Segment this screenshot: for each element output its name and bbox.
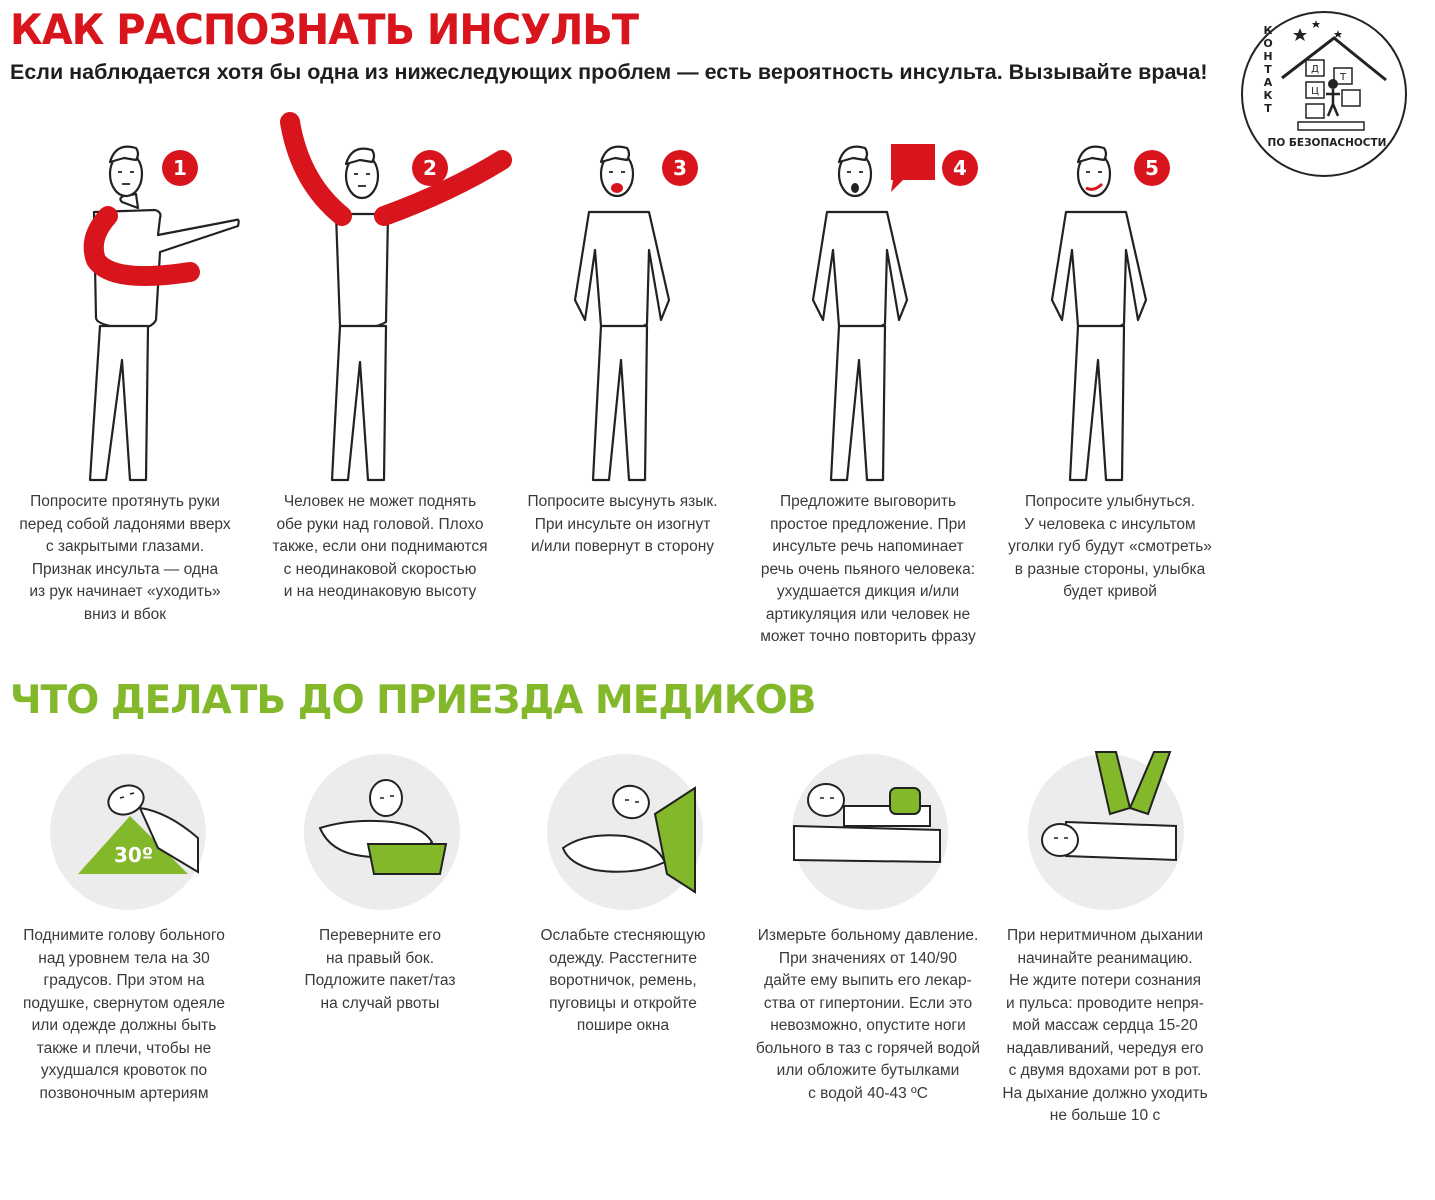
- svg-text:О: О: [1263, 37, 1273, 50]
- kontakt-logo: [1238, 8, 1410, 180]
- sign-4-number: 4: [953, 156, 967, 180]
- sign-1-figure: [60, 140, 260, 485]
- action-3-description: Ослабьте стесняющую одежду. Расстегните воротничок, ремень, пуговицы и откройте пошире окна: [540, 927, 706, 1034]
- sign-2-description: Человек не может поднять обе руки над головой. Плохо также, если они поднимаются с неодинаковой скоростью и на неодинаковую высоту: [272, 493, 488, 600]
- action-2-image: [302, 752, 462, 912]
- svg-text:А: А: [1263, 76, 1273, 89]
- sign-1-description: Попросите протянуть руки перед собой ладонями вверх с закрытыми глазами. Признак инсульта — одна из рук начинает «уходить» вниз и вбок: [19, 493, 231, 623]
- svg-text:Т: Т: [1264, 102, 1272, 115]
- logo-letter-ts: Ц: [1311, 86, 1319, 97]
- action-4-description: Измерьте больному давление. При значениях от 140/90 дайте ему выпить его лекар- ства от гипертонии. Если это невозможно, опустите ноги больного в таз с горячей водой или обложите бутылками с водой 40-43 ºС: [755, 927, 981, 1102]
- sign-2-number: 2: [423, 156, 437, 180]
- sign-5-description: Попросите улыбнуться. У человека с инсультом уголки губ будут «смотреть» в разные стороны, улыбка будет кривой: [1008, 493, 1212, 600]
- sign-1-number: 1: [173, 156, 187, 180]
- page-subtitle: Если наблюдается хотя бы одна из нижеследующих проблем — есть вероятность инсульта. Вызывайте врача!: [10, 60, 1208, 84]
- sign-2-figure: [270, 112, 520, 484]
- sign-4-figure: [785, 140, 965, 485]
- action-4-image: [790, 752, 950, 912]
- action-3-image: [545, 752, 705, 912]
- svg-text:К: К: [1263, 24, 1273, 37]
- sign-5-number: 5: [1145, 156, 1159, 180]
- logo-letter-d: Д: [1311, 64, 1319, 75]
- action-5-image: [1026, 752, 1186, 912]
- sign-3-description: Попросите высунуть язык. При инсульте он изогнут и/или повернут в сторону: [527, 493, 718, 555]
- page-title: КАК РАСПОЗНАТЬ ИНСУЛЬТ: [10, 6, 639, 55]
- sign-3-figure: [545, 140, 715, 485]
- action-5-description: При неритмичном дыхании начинайте реанимацию. Не ждите потери сознания и пульса: проводите непря- мой массаж сердца 15-20 надавливаний, чередуя его с двумя вдохами рот в рот. На дыхание должно уходить не больше 10 с: [1002, 927, 1208, 1124]
- action-1-description: Поднимите голову больного над уровнем тела на 30 градусов. При этом на подушке, свернутом одеяле или одежде должны быть также и плечи, чтобы не ухудшался кровоток по позвоночным артериям: [23, 927, 225, 1102]
- svg-text:Т: Т: [1264, 63, 1272, 76]
- sign-4-description: Предложите выговорить простое предложение. При инсульте речь напоминает речь очень пьяного человека: ухудшается дикция и/или артикуляция или человек не может точно повторить фразу: [760, 493, 976, 645]
- action-2-description: Переверните его на правый бок. Подложите пакет/таз на случай рвоты: [304, 927, 456, 1012]
- logo-letter-t: Т: [1339, 72, 1347, 83]
- action-1-badge: 30º: [114, 843, 154, 867]
- actions-title: ЧТО ДЕЛАТЬ ДО ПРИЕЗДА МЕДИКОВ: [10, 678, 816, 723]
- svg-text:К: К: [1263, 89, 1273, 102]
- sign-3-number: 3: [673, 156, 687, 180]
- sign-5-figure: [1022, 140, 1192, 485]
- action-1-image: [48, 752, 208, 912]
- logo-bottom-text: ПО БЕЗОПАСНОСТИ: [1267, 137, 1387, 149]
- svg-text:Н: Н: [1263, 50, 1273, 63]
